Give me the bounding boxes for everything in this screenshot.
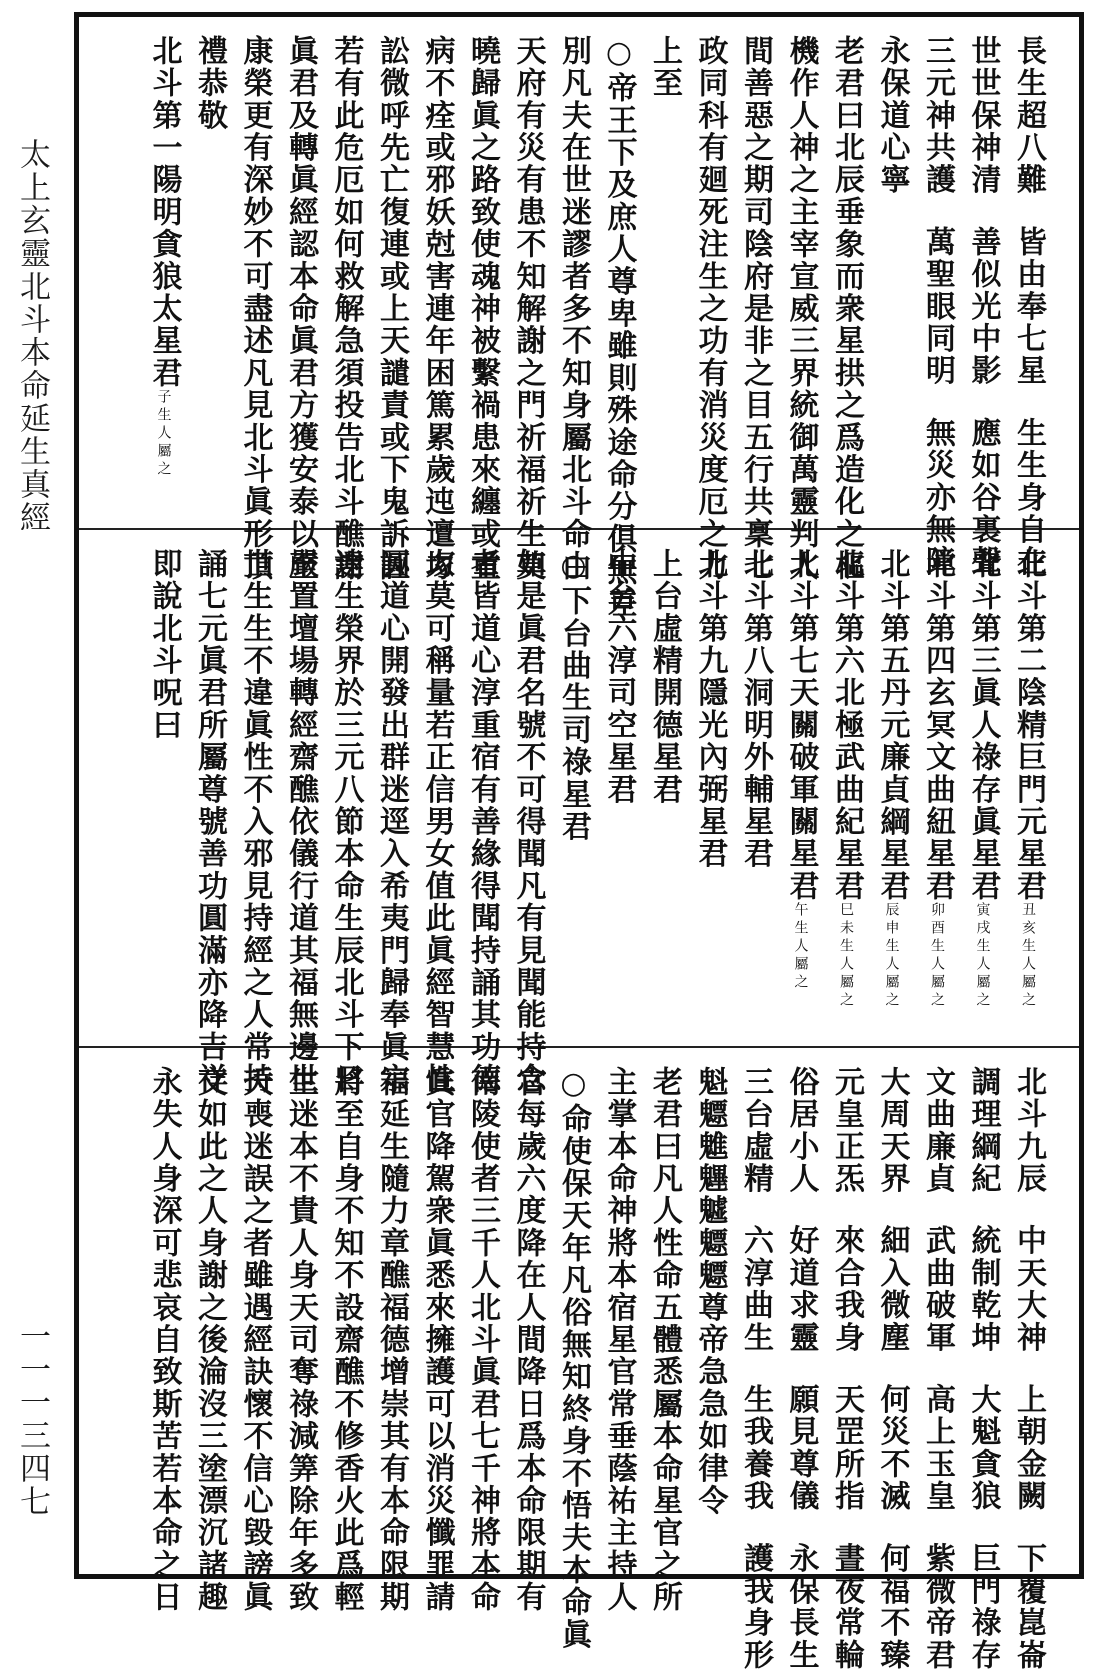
- page-frame: [74, 12, 1084, 1671]
- text-column: 北斗第九隱光內弼星君: [692, 548, 728, 870]
- interlinear-note: 午生人屬之: [792, 902, 809, 993]
- verse-column: 文曲廉貞武曲破軍高上玉皇紫微帝君: [920, 1066, 955, 1671]
- verse-column: 大周天界細入微塵何災不滅何福不臻: [874, 1066, 910, 1671]
- text-column: ○帝王下及庶人尊卑雖則殊途命分俱無差: [601, 35, 637, 620]
- register-middle-columns: [101, 548, 1051, 1096]
- text-column: 魁魒魋魓魖魒魒尊帝急急如律令: [692, 1066, 728, 1517]
- text-column: ○命使保天年凡俗無知終身不悟夫本命眞: [556, 1066, 591, 1651]
- text-column: 機作人神之主宰宣威三界統御萬靈判人: [783, 35, 819, 583]
- interlinear-note: 寅戌生人屬之: [974, 902, 991, 1011]
- text-column: 眞官降駕衆眞悉來擁護可以消災懺罪請: [419, 1066, 455, 1614]
- text-column: 眞君及轉眞經認本命眞君方獲安泰以至: [283, 35, 318, 583]
- text-column: 北斗第二陰精巨門元星君丑亥生人屬之: [1011, 548, 1046, 1011]
- register-middle: [79, 530, 1079, 1096]
- text-column: 天府有災有患不知解謝之門祈福祈生莫: [510, 35, 546, 583]
- text-column: 永失人身深可悲哀自致斯苦若本命之日: [146, 1066, 182, 1614]
- verse-column: 北斗九辰中天大神上朝金闕下覆崑崙: [1011, 1066, 1046, 1671]
- text-column: ○下台曲生司祿星君: [556, 548, 591, 843]
- register-bottom: [79, 1048, 1079, 1671]
- text-column: 生迷本不貴人身天司奪祿減筭除年多致: [283, 1066, 318, 1614]
- interlinear-note: 卯酉生人屬之: [929, 902, 945, 1011]
- book-title: 太上玄靈北斗本命延生真經: [14, 138, 50, 534]
- text-column: 即說北斗呪曰: [146, 548, 182, 742]
- text-column: 永保道心寧: [874, 35, 910, 196]
- text-column: 上至: [647, 35, 682, 100]
- text-column: 訟微呼先亡復連或上天譴責或下鬼訴誣: [374, 35, 409, 583]
- interlinear-note: 丑亥生人屬之: [1020, 902, 1036, 1011]
- verse-column: 三台虛精六淳曲生生我養我護我身形: [738, 1066, 773, 1671]
- verse-column: 俗居小人好道求靈願見尊儀永保長生: [783, 1066, 819, 1671]
- text-column: 別凡夫在世迷謬者多不知身屬北斗命由: [556, 35, 591, 583]
- text-column: 上台虛精開德星君: [647, 548, 682, 806]
- text-column: 北斗第六北極武曲紀星君巳未生人屬之: [829, 548, 864, 1011]
- text-column: 中台六淳司空星君: [601, 548, 637, 806]
- text-column: 北斗第七天關破軍關星君午生人屬之: [783, 548, 819, 993]
- text-column: 主掌本命神將本宿星官常垂蔭祐主持人: [601, 1066, 637, 1614]
- register-top: [79, 17, 1079, 620]
- text-column: 間善惡之期司陰府是非之目五行共稟七: [738, 35, 773, 583]
- text-column: 文如此之人身謝之後淪沒三塗漂沉諸趣: [192, 1066, 227, 1614]
- text-column: 達生榮界於三元八節本命生辰北斗下日: [328, 548, 364, 1096]
- page-number: 一一一三四七: [14, 1320, 50, 1518]
- text-column: 世世保神清善似光中影應如谷裏聲: [965, 35, 1001, 578]
- register-top-columns: [101, 35, 1051, 620]
- text-column: 北斗第五丹元廉貞綱星君辰申生人屬之: [874, 548, 910, 1011]
- text-column: 嚴置壇場轉經齋醮依儀行道其福無邊世: [283, 548, 318, 1096]
- text-column: 老君曰北辰垂象而衆星拱之爲造化之樞: [829, 35, 864, 583]
- text-column: 北斗第四玄冥文曲紐星君卯酉生人屬之: [920, 548, 955, 1011]
- interlinear-note: 辰申生人屬之: [883, 902, 900, 1011]
- text-column: 老君曰凡人性命五體悉屬本命星官之所: [647, 1066, 682, 1614]
- interlinear-note: 巳未生人屬之: [838, 902, 854, 1011]
- text-column: 若有此危厄如何救解急須投告北斗醮謝: [328, 35, 364, 583]
- text-column: 政同科有廻死注生之功有消災度厄之力: [692, 35, 728, 583]
- text-column: 圓道心開發出群迷逕入希夷門歸奉眞宗: [374, 548, 409, 1096]
- verse-column: 元皇正炁來合我身天罡所指晝夜常輪: [829, 1066, 864, 1671]
- text-column: 病不痊或邪妖尅害連年困篤累歲迍邅塚: [419, 35, 455, 583]
- text-column: 如是眞君名號不可得聞凡有見聞能持念: [510, 548, 546, 1096]
- register-bottom-columns: [101, 1066, 1051, 1671]
- text-column: 力莫可稱量若正信男女值此眞經智慧性: [419, 548, 455, 1096]
- text-column: 將至自身不知不設齋醮不修香火此爲輕: [328, 1066, 364, 1614]
- verse-column: 調理綱紀統制乾坤大魁貪狼巨門祿存: [965, 1066, 1001, 1671]
- text-column: 世生生不違眞性不入邪見持經之人常持: [237, 548, 273, 1096]
- text-column: 南陵使者三千人北斗眞君七千神將本命: [465, 1066, 500, 1614]
- text-column: 三元神共護萬聖眼同明無災亦無障: [920, 35, 955, 578]
- text-column: 禮恭敬: [192, 35, 227, 132]
- text-column: 北斗第三眞人祿存眞星君寅戌生人屬之: [965, 548, 1001, 1011]
- text-column: 北斗第八洞明外輔星君: [738, 548, 773, 870]
- interlinear-note: 子生人屬之: [155, 389, 172, 480]
- text-column: 誦七元眞君所屬尊號善功圓滿亦降吉祥: [192, 548, 227, 1096]
- text-column: 康榮更有深妙不可盡述凡見北斗眞形頂: [237, 35, 273, 583]
- text-column: 者皆道心淳重宿有善緣得聞持誦其功德: [465, 548, 500, 1096]
- text-column: 曉歸眞之路致使魂神被繫禍患來纏或重: [465, 35, 500, 583]
- text-column: 福延生隨力章醮福德增崇其有本命限期: [374, 1066, 409, 1614]
- text-column: 官每歲六度降在人間降日爲本命限期有: [510, 1066, 546, 1614]
- text-column: 長生超八難皆由奉七星生生身自在: [1011, 35, 1046, 578]
- text-column: 夭喪迷誤之者雖遇經訣懷不信心毀謗眞: [237, 1066, 273, 1614]
- text-column: 北斗第一陽明貪狼太星君子生人屬之: [146, 35, 182, 480]
